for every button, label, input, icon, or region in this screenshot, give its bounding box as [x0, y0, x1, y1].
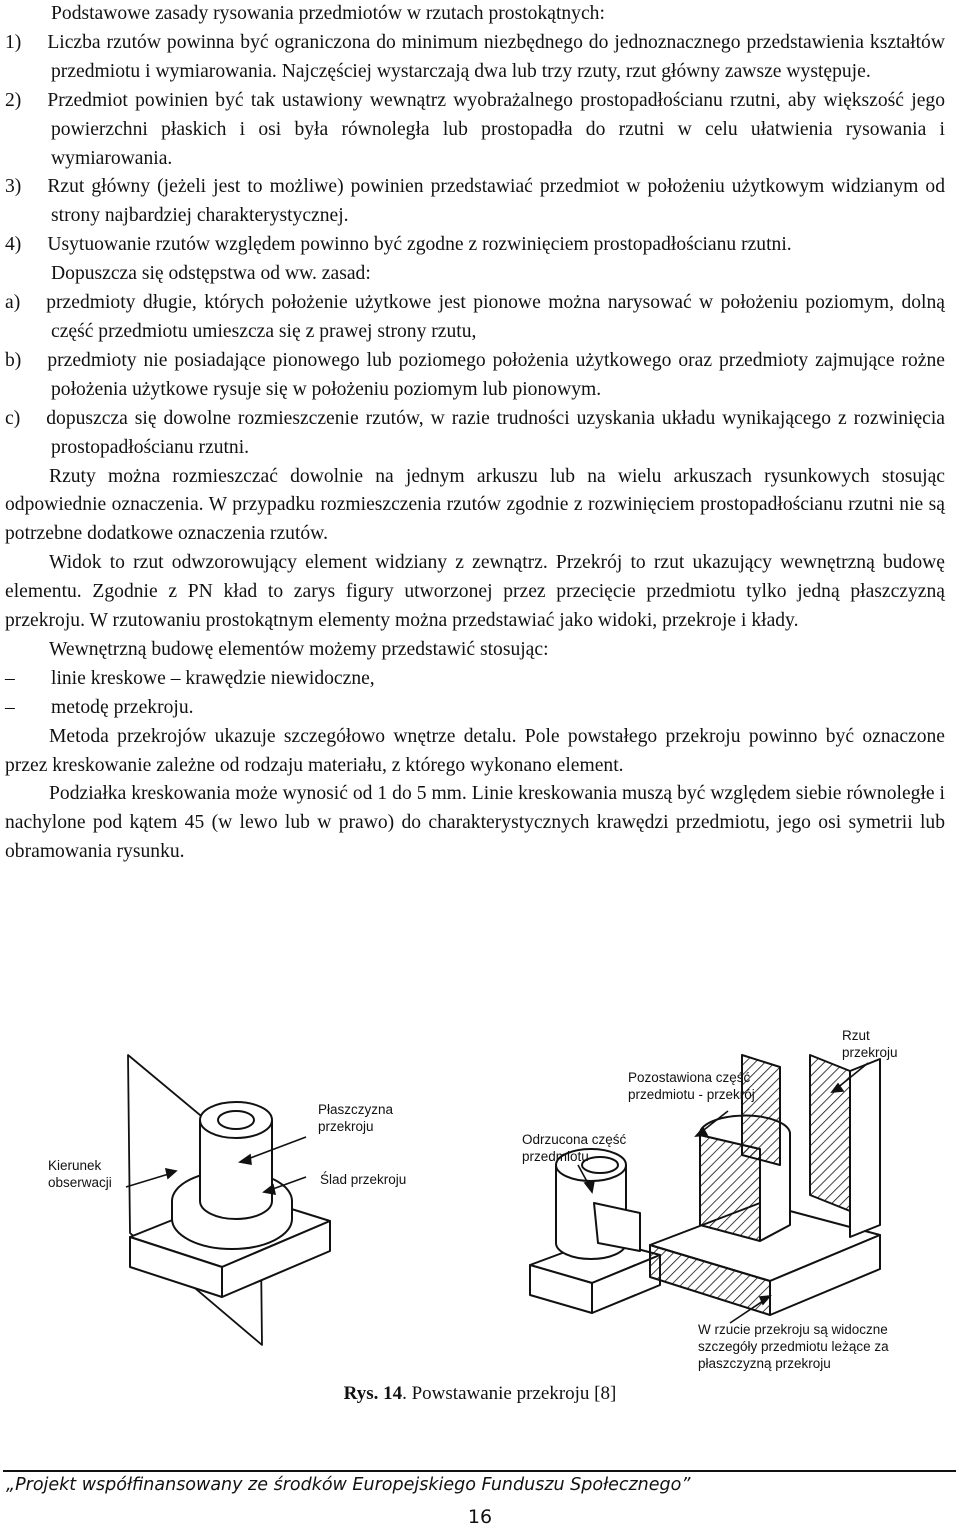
label-section-trace: Ślad przekroju: [320, 1172, 407, 1187]
dash-item: – metodę przekroju.: [5, 696, 194, 718]
rule-item-1: 1) Liczba rzutów powinna być ograniczona do minimum niezbędnego do jednoznacznego przedstawienia kształtów przedmiotu i wymiarowania. Najczęściej wystarczają dwa lub trzy rzuty, rzut główny zawsze występuje.: [5, 31, 945, 82]
label-visible-details: W rzucie przekroju są widoczne szczegóły przedmiotu leżące za płaszczyzną przekroju: [698, 1322, 889, 1371]
body-text: [5, 0, 945, 867]
paragraph-arrangement: Rzuty można rozmieszczać dowolnie na jednym arkuszu lub na wielu arkuszach rysunkowych stosując odpowiednie oznaczenia. W przypadku rozmieszczenia rzutów zgodnie z rozwinięciem prostopadłościanu rzutni nie są potrzebne dodatkowe oznaczenia rzutów.: [5, 465, 945, 545]
paragraph-internal-structure: Wewnętrzną budowę elementów możemy przedstawić stosując:: [49, 638, 549, 660]
rule-item-4: 4) Usytuowanie rzutów względem powinno być zgodne z rozwinięciem prostopadłościanu rzutni.: [5, 234, 792, 256]
exception-item-b: b) przedmioty nie posiadające pionowego lub poziomego położenia użytkowego oraz przedmioty zajmujące rożne położenia użytkowe rysuje się w położeniu poziomym lub pionowym.: [5, 349, 945, 400]
rule-item-2: 2) Przedmiot powinien być tak ustawiony wewnątrz wyobrażalnego prostopadłościanu rzutni, aby większość jego powierzchni płaskich i osi była równoległa lub prostopadła do rzutni w celu ułatwienia rysowania i wymiarowania.: [5, 89, 945, 169]
page-number: 16: [467, 1506, 493, 1528]
paragraph-definitions: Widok to rzut odwzorowujący element widziany z zewnątrz. Przekrój to rzut ukazujący wewnętrzną budowę elementu. Zgodnie z PN kład to zarys figury utworzonej przez przecięcie przedmiotu tylko jedną płaszczyzną przekroju. W rzutowaniu prostokątnym elementy można przedstawiać jako widoki, przekroje i kłady.: [5, 552, 945, 632]
rule-item-3: 3) Rzut główny (jeżeli jest to możliwe) powinien przedstawiać przedmiot w położeniu użytkowym widzianym od strony najbardziej charakterystycznej.: [5, 176, 945, 227]
dash-item: – linie kreskowe – krawędzie niewidoczne,: [5, 667, 375, 689]
label-observation-direction: Kierunek obserwacji: [48, 1158, 112, 1190]
exception-item-c: c) dopuszcza się dowolne rozmieszczenie rzutów, w razie trudności uzyskania układu wynikającego z rozwinięcia prostopadłościanu rzutni.: [5, 407, 945, 458]
left-object: [128, 1055, 330, 1345]
middle-object: [530, 1149, 660, 1313]
label-section-plane: Płaszczyzna przekroju: [318, 1102, 394, 1134]
paragraph-hatching: Podziałka kreskowania może wynosić od 1 do 5 mm. Linie kreskowania muszą być względem siebie równoległe i nachylone pod kątem 45 (w lewo lub w prawo) do charakterystycznych krawędzi przedmiotu, jego osi symetrii lub obramowania rysunku.: [5, 783, 945, 863]
paragraph-section-method: Metoda przekrojów ukazuje szczegółowo wnętrze detalu. Pole powstałego przekroju powinno być oznaczone przez kreskowanie zależne od rodzaju materiału, z którego wykonano element.: [5, 725, 945, 776]
exceptions-intro: Dopuszcza się odstępstwa od ww. zasad:: [51, 263, 371, 285]
label-section-view: Rzut przekroju: [842, 1028, 898, 1060]
section-figure: [0, 1015, 960, 1390]
footer-rule: [3, 1470, 956, 1472]
section-heading: Podstawowe zasady rysowania przedmiotów w rzutach prostokątnych:: [51, 3, 605, 24]
figure-caption: Rys. 14. Powstawanie przekroju [8]: [343, 1383, 617, 1404]
exception-item-a: a) przedmioty długie, których położenie użytkowe jest pionowe można narysować w położeniu poziomym, dolną część przedmiotu umieszcza się z prawej strony rzutu,: [5, 292, 945, 342]
label-remaining-part: Pozostawiona część przedmiotu - przekrój: [628, 1070, 755, 1102]
label-discarded-part: Odrzucona część przedmiotu: [522, 1132, 627, 1164]
footer-funding-note: „Projekt współfinansowany ze środków Europejskiego Funduszu Społecznego”: [6, 1475, 691, 1495]
